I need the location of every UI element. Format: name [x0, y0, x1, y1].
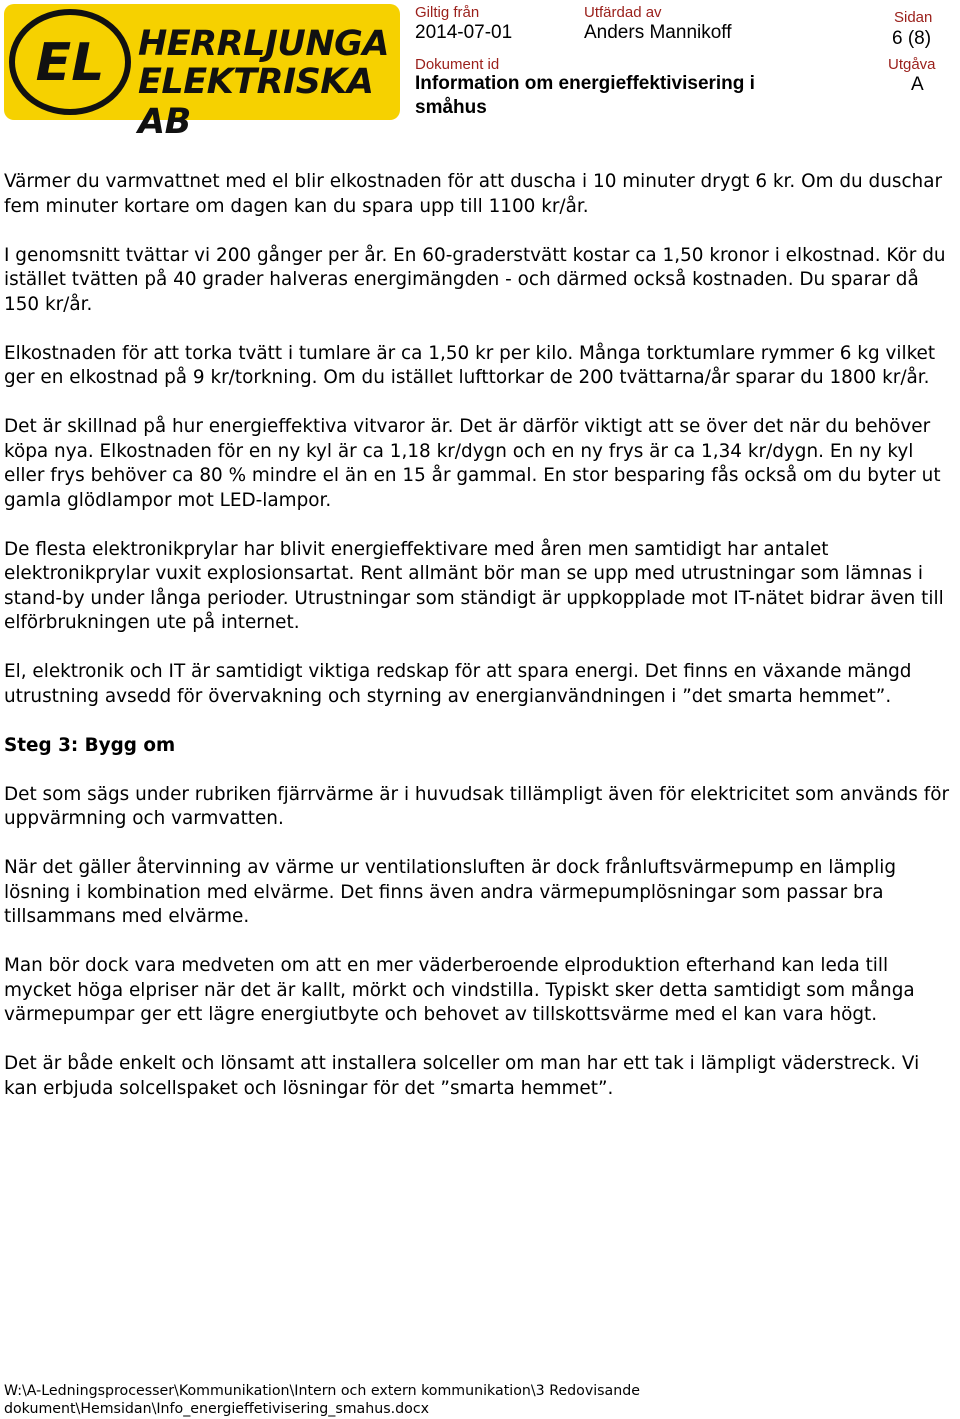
logo-line-1: HERRLJUNGA: [138, 24, 389, 64]
document-title-line-2: småhus: [415, 97, 487, 118]
footer-path-line-1: W:\A-Ledningsprocesser\Kommunikation\Intern och extern kommunikation\3 Redovisande: [4, 1383, 640, 1399]
paragraph-electronics: De flesta elektronikprylar har blivit energieffektivare med åren men samtidigt har antalet elektronikprylar vuxit explosionsartat. Rent allmänt bör man se upp med utrustningar som lämnas i stand-by under långa perioder. Utrustningar som ständigt är uppkopplade mot IT-nätet bidrar även till elförbrukningen ute på internet.: [4, 538, 944, 633]
paragraph-shower: Värmer du varmvattnet med el blir elkostnaden för att duscha i 10 minuter drygt 6 kr. Om du duschar fem minuter kortare om dagen kan du spara upp till 1100 kr/år.: [4, 171, 943, 217]
edition-value: A: [911, 74, 924, 95]
logo-line-2: ELEKTRISKA AB: [138, 62, 374, 142]
section-heading: Steg 3: Bygg om: [4, 734, 176, 756]
paragraph-laundry: I genomsnitt tvättar vi 200 gånger per år. En 60-graderstvätt kostar ca 1,50 kronor i elkostnad. Kör du istället tvätten på 40 grader halveras energimängden - och därmed också kostnaden. Du sparar då 150 kr/år.: [4, 244, 946, 315]
document-title-line-1: Information om energieffektivisering i: [415, 73, 755, 94]
issued-by-label: Utfärdad av: [584, 4, 662, 21]
paragraph-appliances: Det är skillnad på hur energieffektiva vitvaror är. Det är därför viktigt att se över det när du behöver köpa nya. Elkostnaden för en ny kyl är ca 1,18 kr/dygn och en ny frys är ca 1,34 kr/dygn. En ny kyl eller frys behöver ca 80 % mindre el än en 15 år gammal. En stor besparing fås också om du byter ut gamla glödlampor mot LED-lampor.: [4, 416, 941, 511]
page-label: Sidan: [894, 9, 933, 26]
paragraph-district-heating: Det som sägs under rubriken fjärrvärme är i huvudsak tillämpligt även för elektricitet som används för uppvärmning och varmvatten.: [4, 783, 950, 829]
document-body: [4, 170, 956, 1126]
issued-by-value: Anders Mannikoff: [584, 22, 732, 43]
logo-mark: EL: [35, 33, 105, 93]
company-logo: [4, 4, 400, 142]
valid-from-label: Giltig från: [415, 4, 480, 21]
file-path-footer: [4, 1382, 956, 1418]
valid-from-value: 2014-07-01: [415, 22, 513, 43]
footer-path-line-2: dokument\Hemsidan\Info_energieffetivisering_smahus.docx: [4, 1401, 430, 1417]
paragraph-solar: Det är både enkelt och lönsamt att installera solceller om man har ett tak i lämpligt väderstreck. Vi kan erbjuda solcellspaket och lösningar för det ”smarta hemmet”.: [4, 1053, 920, 1099]
page-number: 6 (8): [892, 28, 932, 49]
document-id-label: Dokument id: [415, 56, 500, 73]
paragraph-electricity-prices: Man bör dock vara medveten om att en mer väderberoende elproduktion efterhand kan leda till mycket höga elpriser när det är kallt, mörkt och vindstilla. Typiskt sker detta samtidigt som många värmepumpar ger ett lägre energiutbyte och behovet av tillskottsvärme med el kan vara högt.: [4, 955, 915, 1025]
paragraph-smart-home: El, elektronik och IT är samtidigt viktiga redskap för att spara energi. Det finns en växande mängd utrustning avsedd för övervakning och styrning av energianvändningen i ”det smarta hemmet”.: [4, 661, 912, 707]
paragraph-dryer: Elkostnaden för att torka tvätt i tumlare är ca 1,50 kr per kilo. Många torktumlare rymmer 6 kg vilket ger en elkostnad på 9 kr/torkning. Om du istället lufttorkar de 200 tvättarna/år sparar du 1800 kr/år.: [4, 342, 936, 388]
paragraph-heat-recovery: När det gäller återvinning av värme ur ventilationsluften är dock frånluftsvärmepump en lämplig lösning i kombination med elvärme. Det finns även andra värmepumplösningar som passar bra tillsammans med elvärme.: [4, 857, 897, 927]
edition-label: Utgåva: [888, 56, 936, 73]
